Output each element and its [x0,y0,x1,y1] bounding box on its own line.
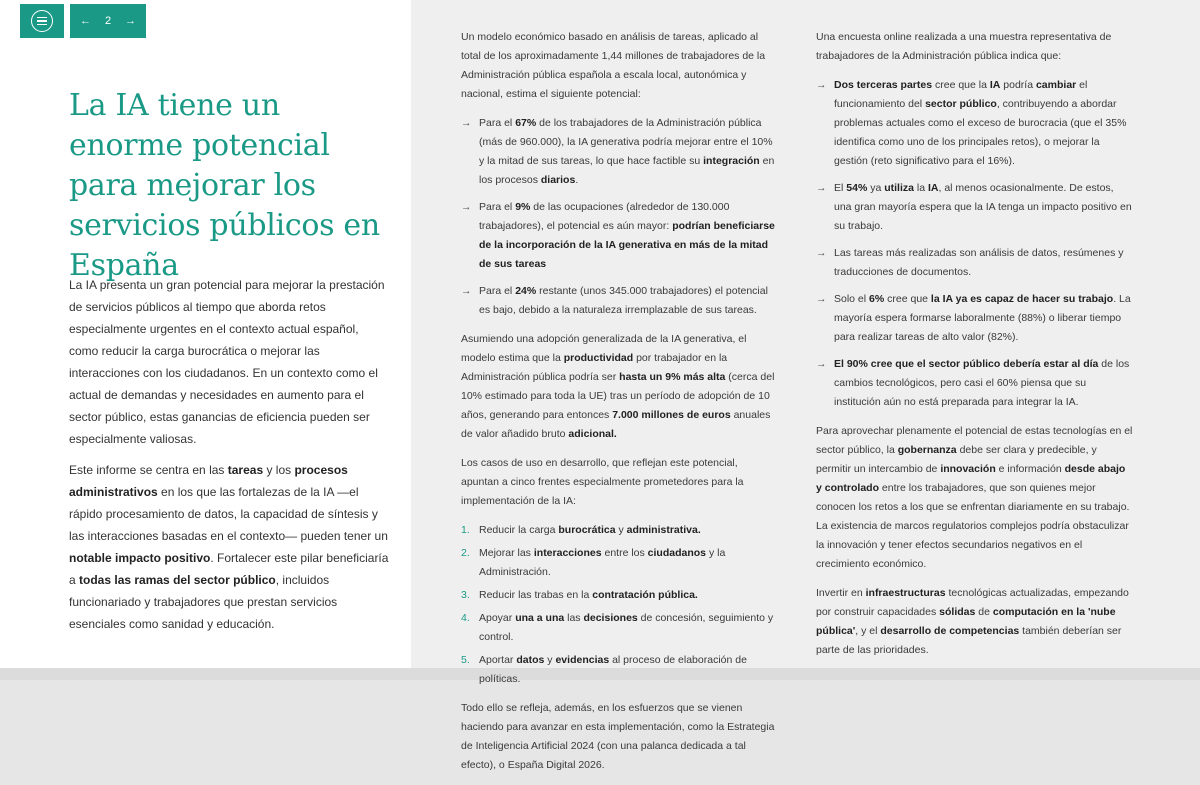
middle-bullet-24: → Para el 24% restante (unos 345.000 trabajadores) el potencial es bajo, debido a la naturaleza irremplazable de sus tareas. [461,282,778,320]
right-column [816,28,1134,670]
middle-paragraph-strategy: Todo ello se refleja, además, en los esfuerzos que se vienen haciendo para avanzar en esta implementación, como la Estrategia de Inteligencia Artificial 2024 (con una palanca dedicada a tal efecto), o España Digital 2026. [461,702,775,771]
right-bullet-two-thirds: → Dos terceras partes cree que la IA podría cambiar el funcionamiento del sector público, contribuyendo a abordar problemas actuales como el exceso de burocracia (que el 35% identifica como uno de los principales retos), o mejorar la gestión (reto significativo para el 16%). [816,76,1134,171]
right-bullet-54: → El 54% ya utiliza la IA, al menos ocasionalmente. De estos, una gran mayoría espera que la IA tenga un impacto positivo en su trabajo. [816,179,1134,236]
menu-button[interactable] [20,4,64,38]
right-bullet-tasks: → Las tareas más realizadas son análisis de datos, resúmenes y traducciones de documentos. [816,244,1134,282]
list-item: 3. Reducir las trabas en la contratación pública. [461,589,698,601]
left-paragraph-1: La IA presenta un gran potencial para mejorar la prestación de servicios públicos al tiempo que aborda retos especialmente urgentes en el contexto actual español, como reducir la carga burocrática o mejorar las interacciones con los ciudadanos. En un contexto como el actual de demandas y necesidades en aumento para el sector público, estas ganancias de eficiencia pueden ser especialmente valiosas. [69,278,385,446]
list-item: 2. Mejorar las interacciones entre los ciudadanos y la Administración. [461,547,726,578]
right-bullet-90: → El 90% cree que el sector público debería estar al día de los cambios tecnológicos, pero casi el 60% piensa que su institución aún no está preparada para integrar la IA. [816,355,1134,412]
middle-paragraph-productivity: Asumiendo una adopción generalizada de la IA generativa, el modelo estima que la productividad por trabajador en la Administración pública podría ser hasta un 9% más alta (cerca del 10% estimado para toda la UE) tras un período de adopción de 10 años, generando para entonces 7.000 millones de euros anuales de valor añadido bruto adicional. [461,333,775,440]
middle-intro: Un modelo económico basado en análisis de tareas, aplicado al total de los aproximadamente 1,44 millones de trabajadores de la Administración pública española a escala local, autonómica y nacional, estima el siguiente potencial: [461,31,766,100]
middle-bullet-9: → Para el 9% de las ocupaciones (alrededor de 130.000 trabajadores), el potencial es aún mayor: podrían beneficiarse de la incorporación de la IA generativa en más de la mitad de sus tareas [461,198,778,274]
right-paragraph-infrastructure: Invertir en infraestructuras tecnológicas actualizadas, empezando por construir capacidades sólidas de computación en la 'nube pública', y el desarrollo de competencias también deberían ser parte de las prioridades. [816,587,1129,656]
list-item: 1. Reducir la carga burocrática y administrativa. [461,524,701,536]
right-paragraph-governance: Para aprovechar plenamente el potencial de estas tecnologías en el sector público, la gobernanza debe ser clara y predecible, y permitir un intercambio de innovación e información desde abajo y controlado entre los trabajadores, que son quienes mejor conocen los retos a los que se enfrentan diariamente en su trabajo. La existencia de marcos regulatorios complejos podría obstaculizar la innovación y tener efectos secundarios negativos en el crecimiento económico. [816,425,1133,570]
page-navigator [70,4,146,38]
arrow-right-icon[interactable]: → [125,15,136,27]
middle-bullet-list [461,114,778,320]
middle-bullet-67: → Para el 67% de los trabajadores de la Administración pública (más de 960.000), la IA generativa podría mejorar entre el 10% y la mitad de sus tareas, lo que hace factible su integración en los procesos diarios. [461,114,778,190]
numbered-list [461,521,778,689]
list-item: 5. Aportar datos y evidencias al proceso de elaboración de políticas. [461,654,747,685]
page-title: La IA tiene un enorme potencial para mejorar los servicios públicos en España [69,88,380,283]
left-paragraph-2: Este informe se centra en las tareas y los procesos administrativos en los que las fortalezas de la IA —el rápido procesamiento de datos, la capacidad de síntesis y las interacciones basadas en el contexto— pueden tener un notable impacto positivo. Fortalecer este pilar beneficiaría a todas las ramas del sector público, incluidos funcionariado y trabajadores que prestan servicios esenciales como sanidad y educación. [69,463,389,631]
middle-paragraph-use-cases: Los casos de uso en desarrollo, que reflejan este potencial, apuntan a cinco frentes especialmente prometedores para la implementación de la IA: [461,457,744,507]
right-intro: Una encuesta online realizada a una muestra representativa de trabajadores de la Administración pública indica que: [816,31,1112,62]
list-item: 4. Apoyar una a una las decisiones de concesión, seguimiento y control. [461,612,774,643]
menu-icon [31,10,53,32]
right-bullet-list [816,76,1134,412]
page-number: 2 [104,15,112,27]
right-bullet-6: → Solo el 6% cree que la IA ya es capaz de hacer su trabajo. La mayoría espera formarse laboralmente (88%) o liberar tiempo para realizar tareas de alto valor (82%). [816,290,1134,347]
arrow-left-icon[interactable]: ← [80,15,91,27]
middle-column [461,28,778,785]
